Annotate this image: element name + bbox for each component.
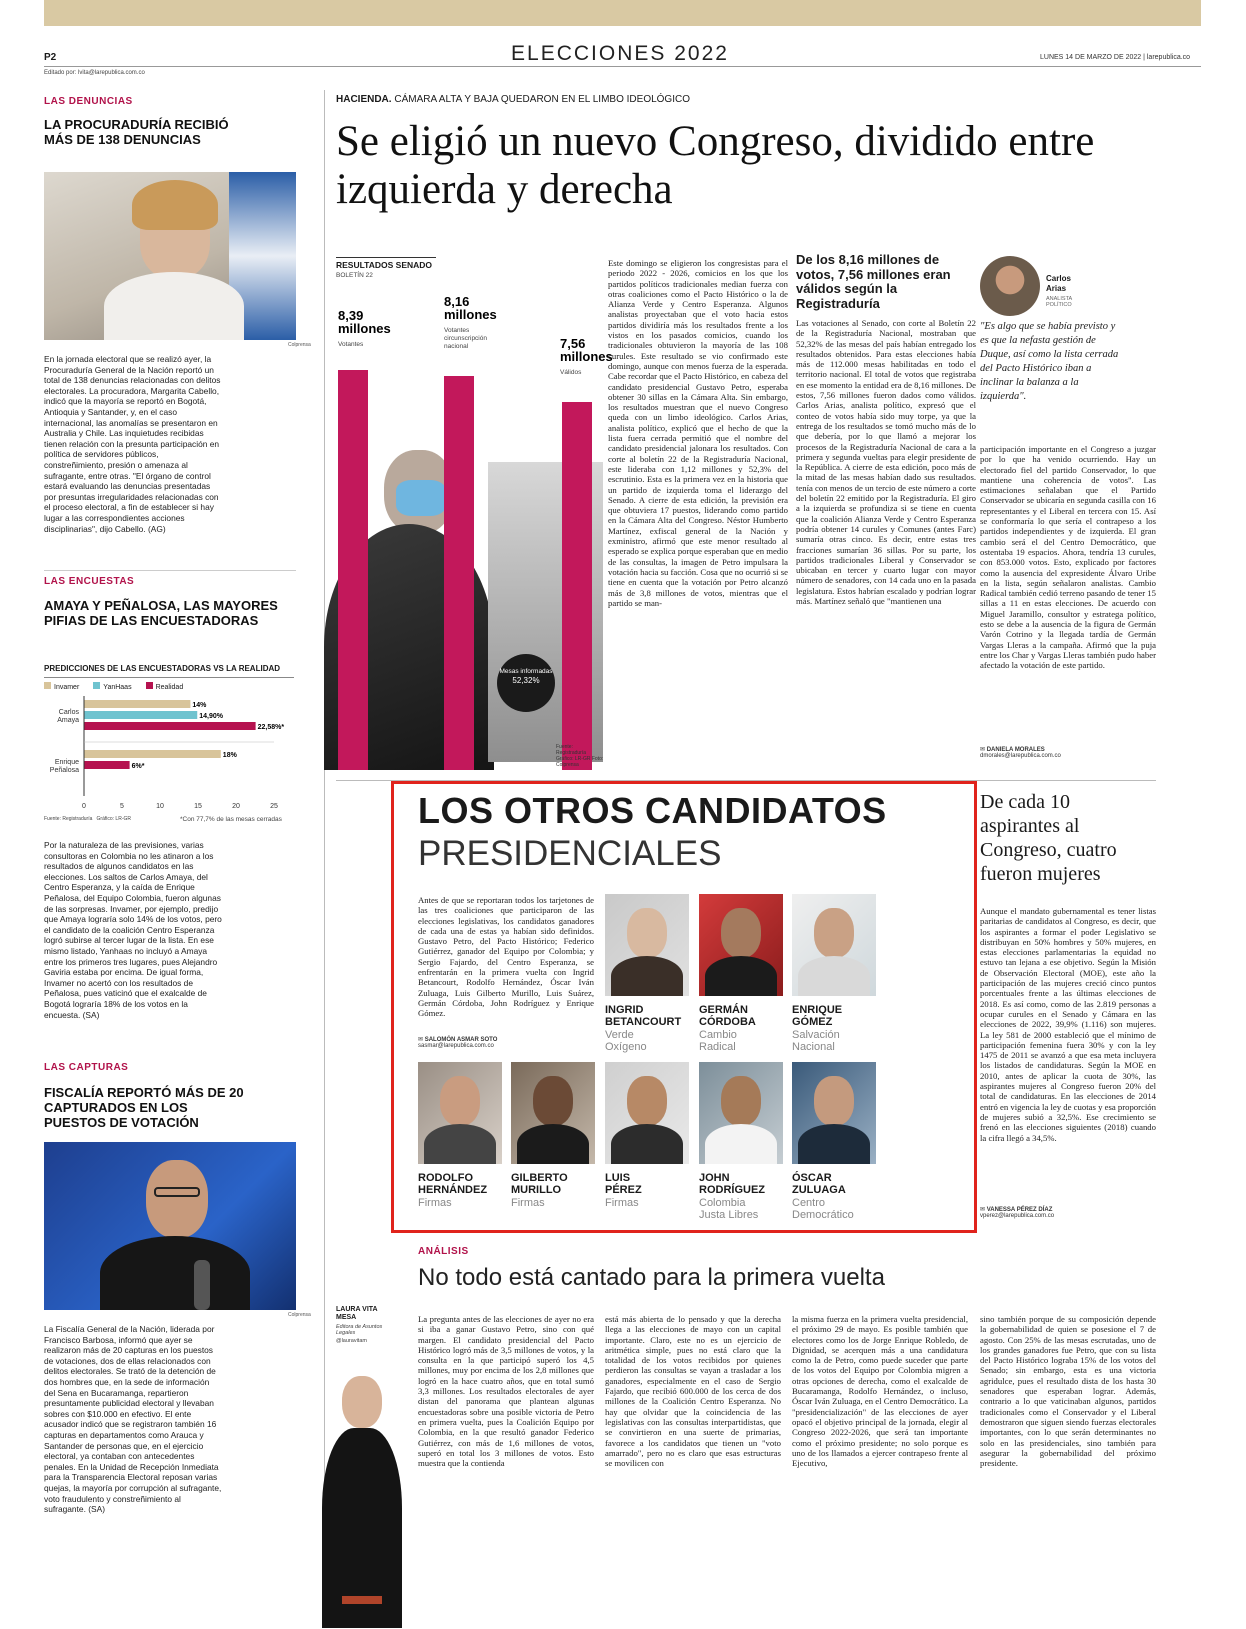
site-link[interactable]: larepublica.co (1146, 54, 1191, 61)
mujeres-headline: De cada 10 aspirantes al Congreso, cuatro fueron mujeres (980, 791, 1117, 885)
senate-value-unit: millones (444, 307, 497, 322)
senate-bar (562, 402, 592, 770)
candidate-party-line-2: Radical (699, 1041, 736, 1053)
legend-realidad: Realidad (146, 682, 184, 691)
torso-shape (705, 1124, 777, 1164)
poll-value-label: 14% (192, 702, 207, 709)
senate-chart-title: RESULTADOS SENADO (336, 260, 433, 270)
glasses-shape (154, 1187, 200, 1197)
analisis-headline: No todo está cantado para la primera vuelta (418, 1264, 885, 1291)
torso-shape (424, 1124, 496, 1164)
face-shape (146, 1160, 208, 1238)
poll-value-label: 22,58%* (257, 724, 285, 731)
poll-tick-label: 15 (194, 803, 202, 810)
legend-yanhaas: YanHaas (93, 682, 131, 691)
denuncias-photo-credit: Colprensa (288, 342, 311, 348)
candidate-photo (792, 1062, 876, 1164)
mesas-badge-label: Mesas informadas (499, 668, 553, 675)
analisis-author-box (336, 1306, 396, 1344)
candidates-title-2: PRESIDENCIALES (418, 834, 722, 873)
analyst-role: ANALISTA POLÍTICO (1046, 296, 1072, 308)
poll-bar (84, 750, 221, 758)
candidates-title-1: LOS OTROS CANDIDATOS (418, 790, 887, 831)
poll-tick-label: 25 (270, 803, 278, 810)
candidate-photo (699, 1062, 783, 1164)
candidate-last-name: GÓMEZ (792, 1016, 833, 1028)
candidate-first-name: RODOLFO (418, 1172, 473, 1184)
capturas-body: La Fiscalía General de la Nación, liderada por Francisco Barbosa, informó que ayer se realizaron más de 20 capturas en los puestos de votaciones, dos de ellas relacionados con delitos electorales. Se trató de la detención de dos hombres que, en la sede de información del Sena en Bucaramanga, repartieron presuntamente publicidad electoral y llevaban sobres con $10.000 en efectivo. El ente acusador indicó que se registraron también 16 capturas en departamentos como Arauca y Santander de personas que, en el ejercicio electoral, ya contaban con antecedentes penales. En la Unidad de Recepción Inmediata para la Transparencia Electoral reposan varias quejas, la mayoría por corrupción al sufragante, voto fraudulento y constreñimiento al sufragante. (SA) (44, 1324, 222, 1515)
candidate-party: Centro (792, 1197, 826, 1209)
candidate-party: Salvación (792, 1029, 840, 1041)
analyst-name: Carlos Arias (1046, 274, 1071, 293)
page-number: P2 (44, 52, 57, 63)
candidate-party: Firmas (418, 1197, 452, 1209)
candidate-party-line-2: Democrático (792, 1209, 854, 1221)
jacket-shape (100, 1236, 250, 1310)
candidate-party-line-2: Oxígeno (605, 1041, 647, 1053)
main-column-2: Las votaciones al Senado, con corte al Boletín 22 de la Registraduría Nacional, mostraban que 52,32% de las mesas del país habían entregado los resultados obtenidos. Para estas elecciones había más de 112.000 mesas habilitadas en todo el territorio nacional. El total de votos que registraba en ese momento la entidad era de 8,16 millones. De estos, 7,56 millones fueron dados como válidos. Carlos Arias, analista político, expresó que el conteo de votos había sido muy torpe, ya que la entrega de los resultados se tomó mucho más de lo que debería, por lo que llamó a mejorar los procesos de la Registraduría Nacional de cara a la primera y segunda vueltas para elegir presidente de la República. A cierre de esta edición, poco más de la mitad de las mesas habían dado sus resultados. tenía con menos de un tercio de este número a corte del boletín 22 emitido por la Registraduría. El giro a la izquierda se profundiza si se tiene en cuenta que la coalición Alianza Verde y Centro Esperanza podría obtener 14 curules y Comunes (antes Farc) sumaría otras cinco. Es decir, entre estas tres fracciones sumarían 36 sillas. Por su parte, los partidos tradicionales Liberal y Conservador se ubicaban en tercer y cuarto lugar con mayor número de senadores, con 14 cada uno en la pasada legislatura. Estos habrían escalado y podrían lograr más. Martínez señaló que "mantienen una (796, 318, 976, 607)
section-title: ELECCIONES 2022 (511, 42, 729, 65)
analisis-author-handle: @lauravitam (336, 1338, 367, 1344)
torso-shape (517, 1124, 589, 1164)
rule (336, 257, 436, 258)
torso-shape (611, 956, 683, 996)
poll-note: *Con 77,7% de las mesas cerradas (180, 816, 282, 823)
poll-bar (84, 722, 256, 730)
mesas-badge-value: 52,32% (512, 676, 540, 685)
poll-tick-label: 5 (120, 803, 124, 810)
main-headline: Se eligió un nuevo Congreso, dividido entre izquierda y derecha (336, 118, 1095, 213)
face-shape (533, 1076, 573, 1126)
candidate-photo (511, 1062, 595, 1164)
main-byline: ✉ DANIELA MORALES dmorales@larepublica.com.co (980, 747, 1061, 759)
candidate-party: Colombia (699, 1197, 746, 1209)
candidate-card (605, 894, 689, 1054)
analisis-column-1: La pregunta antes de las elecciones de ayer no era si iba a ganar Gustavo Petro, sino con qué margen. El candidato presidencial del Pacto Histórico logró más de 3,5 millones de votos, y la consulta en la que participó superó los 4,5 millones, muy por encima de los 2,8 millones que logró en la hace cuatro años, que en total sumó 3,3 millones. Los resultados electorales de ayer distan del panorama que plantean algunas encuestadoras sobre una posible victoria de Petro en primera vuelta, pues la Coalición Equipo por Colombia, en la que resultó ganador Federico Gutiérrez, con más de 1,6 millones de votos, superó en total los 3 millones de votos. Esto muestra que la contienda (418, 1314, 594, 1469)
analisis-author-role: Editora de Asuntos Legales (336, 1324, 383, 1336)
senate-bar (338, 370, 368, 770)
candidates-body: Antes de que se reportaran todos los tarjetones de las tres coaliciones que participaron de las elecciones legislativas, los candidatos ganadores de cada una de estas ya habían sido definidos. Gustavo Petro, del Pacto Histórico; Federico Gutiérrez, ganador del Equipo por Colombia; y Sergio Fajardo, del Centro Esperanza, se enfrentarán en la primera vuelta con Ingrid Betancourt, Rodolfo Hernández, Óscar Iván Zuluaga, Luis Gilberto Murillo, Luis Suárez, Germán Córdoba, John Rodríguez y Enrique Gómez. (418, 895, 594, 1019)
poll-bar (84, 711, 197, 719)
candidate-first-name: LUIS (605, 1172, 631, 1184)
candidate-first-name: ENRIQUE (792, 1004, 843, 1016)
candidate-first-name: INGRID (605, 1004, 644, 1016)
encuestas-headline: AMAYA Y PEÑALOSA, LAS MAYORES PIFIAS DE LAS ENCUESTADORAS (44, 598, 278, 628)
senate-value-label: 8,16 (444, 294, 470, 309)
poll-tick-label: 0 (82, 803, 86, 810)
face-shape (814, 908, 854, 958)
senate-value-unit: millones (560, 349, 613, 364)
senate-value-label: 8,39 (338, 308, 364, 323)
candidate-party: Firmas (605, 1197, 639, 1209)
torso-shape (705, 956, 777, 996)
candidate-card (792, 1062, 876, 1222)
legend-invamer: Invamer (44, 682, 79, 691)
analisis-column-4: sino también porque de su composición depende la gobernabilidad de quien se posesione el 7 de agosto. Con 25% de las mesas escrutadas, uno de los grandes ganadores fue Petro, que con su lista del Pacto Histórico lograba 15% de los votos del Senado; sin embargo, esta es una victoria agridulce, pues el resultado dista de los hasta 30 senadores que esperaban lograr. Además, contrario a lo que vaticinaban algunos, partidos tradicionales como el Conservador y el Liberal demostraron que siguen siendo fuerzas electorales importantes, con lo que serán determinantes no solo en las presidenciales, sino también para asegurar la gobernabilidad del próximo presidente. (980, 1314, 1156, 1469)
candidate-party: Cambio (699, 1029, 737, 1041)
candidate-last-name: BETANCOURT (605, 1016, 682, 1028)
capturas-kicker: LAS CAPTURAS (44, 1062, 129, 1073)
candidates-byline: ✉ SALOMÓN ASMAR SOTO sasmar@larepublica.com.co (418, 1037, 498, 1049)
poll-category-label: Amaya (57, 717, 79, 724)
analisis-kicker: ANÁLISIS (418, 1246, 469, 1257)
senate-bar (444, 376, 474, 770)
poll-category-label: Peñalosa (49, 767, 79, 774)
candidate-photo (605, 894, 689, 996)
face-shape (440, 1076, 480, 1126)
poll-value-label: 14,90% (199, 713, 223, 720)
poll-bar (84, 761, 130, 769)
face-shape (721, 908, 761, 958)
legend-swatch (44, 682, 51, 689)
face-shape (627, 908, 667, 958)
procuradora-photo (44, 172, 296, 340)
main-column-1: Este domingo se eligieron los congresistas para el periodo 2022 - 2026, comicios en los que los partidos políticos tradicionales median fuerza con otras coaliciones como el Pacto Histórico o la de Alianza Verde y Centro Esperanza. Algunos analistas proyectaban que el voto hacia estos partidos dividiría más los resultados frente a los vistos en los pasados comicios, cuando los tradicionales obtuvieron la mayoría de las 108 curules. Este resultado se vio confirmado este domingo, aunque con menos fuerza de la esperada. Cabe recordar que el Pacto Histórico, en cabeza del candidato presidencial Gustavo Petro, esperaba obtener 30 sillas en la Cámara Alta. Sin embargo, los resultados muestran que el nuevo Congreso queda con un limbo ideológico. Carlos Arias, analista político, explicó que el hecho de que la lista fuera cerrada permitió que el nombre del candidato presidencial jalonara los resultados. Con corte al boletín 22 de la Registraduría Nacional, este lideraba con 1,12 millones y 52,3% del escrutinio. Esta es la primera vez en la historia que un partido de izquierda toma el liderazgo del Senado. A cierre de esta edición, la previsión era que obtuviera 17 puestos, liderando como partido en la Cámara Alta del Congreso. Néstor Humberto Martínez, exfiscal general de la Nación y exministro, afirmó que este menor resultado al esperado se explica porque esperaban que en medio de las consultas, la imagen de Petro impulsara la votación hacia su facción. Cosa que no ocurrió si se tiene en cuenta que la votación por Petro alcanzó más de 3,8 millones de votos, mientras que el partido se man- (608, 258, 788, 608)
encuestas-body: Por la naturaleza de las previsiones, varias consultoras en Colombia no les atinaron a los resultados de algunos candidatos en las elecciones. Los saltos de Carlos Amaya, del Centro Esperanza, y la caída de Enrique Peñalosa, del Equipo Colombia, fueron algunas de las sorpresas. Invamer, por ejemplo, predijo que Amaya lograría solo 14% de los votos, pero el candidato de la coalición Centro Esperanza logró subirse al tercer lugar de la lista. En ese mismo listado, Yanhaas no incluyó a Amaya entre los primeros tres lugares, pues Alejandro Gaviria estaba por encima. De igual forma, Invamer no acertó con los resultados de Peñalosa, pues vaticinó que el exalcalde de Bogotá lograría 18% de los votos en la encuesta. (SA) (44, 840, 222, 1020)
main-pull-quote: De los 8,16 millones de votos, 7,56 millones eran válidos según la Registraduría (796, 252, 951, 311)
poll-chart (44, 696, 294, 812)
candidate-first-name: JOHN (699, 1172, 730, 1184)
analisis-column-2: está más abierta de lo pensado y que la derecha llega a las elecciones de mayo con un capital importante. Claro, este no es un ejercicio de aritmética simple, pues no está claro que la totalidad de los votos recibidos por quienes perdieron las consultas se vayan a trasladar a los ganadores, especialmente en el caso de Sergio Fajardo, que recibió 600.000 de los cerca de dos millones de la Coalición Centro Esperanza. No hay que olvidar que la coincidencia de las legislativas con las consultas interpartidistas, que se convirtieron en una suerte de primarias, favorece a los candidatos que tienen un "voto amarrado", pero no es claro que esas estructuras se movilicen con (605, 1314, 781, 1469)
candidate-card (511, 1062, 595, 1222)
main-kicker: HACIENDA. CÁMARA ALTA Y BAJA QUEDARON EN EL LIMBO IDEOLÓGICO (336, 94, 690, 105)
candidate-party: Firmas (511, 1197, 545, 1209)
poll-tick-label: 20 (232, 803, 240, 810)
candidate-photo (792, 894, 876, 996)
candidate-last-name: ZULUAGA (792, 1184, 846, 1196)
candidate-party-line-2: Justa Libres (699, 1209, 759, 1221)
poll-tick-label: 10 (156, 803, 164, 810)
senate-category-label: Votantes (338, 341, 364, 348)
candidate-card (699, 1062, 783, 1222)
rule (44, 570, 296, 571)
senate-chart (336, 294, 613, 770)
fiscal-photo (44, 1142, 296, 1310)
face-shape (342, 1376, 382, 1428)
torso-shape (798, 1124, 870, 1164)
blouse-shape (104, 272, 244, 340)
torso-shape (798, 956, 870, 996)
microphone-shape (194, 1260, 210, 1310)
senate-category-label: Votantes (444, 327, 470, 334)
candidate-first-name: GILBERTO (511, 1172, 568, 1184)
legend-swatch (146, 682, 153, 689)
capturas-headline: FISCALÍA REPORTÓ MÁS DE 20 CAPTURADOS EN LOS PUESTOS DE VOTACIÓN (44, 1085, 244, 1130)
candidate-last-name: HERNÁNDEZ (418, 1184, 488, 1196)
denuncias-kicker: LAS DENUNCIAS (44, 96, 133, 107)
face-shape (814, 1076, 854, 1126)
encuestas-kicker: LAS ENCUESTAS (44, 576, 135, 587)
candidate-last-name: PÉREZ (605, 1184, 642, 1196)
senate-category-label: Válidos (560, 369, 582, 376)
torso-shape (611, 1124, 683, 1164)
mesas-badge (497, 654, 555, 712)
poll-value-label: 6%* (131, 763, 145, 770)
candidate-card (605, 1062, 689, 1222)
analyst-quote: "Es algo que se había previsto y es que la nefasta gestión de Duque, así como la lista cerrada del Pacto Histórico iban a inclinar la balanza a la izquierda". (980, 321, 1119, 402)
top-color-band (44, 0, 1201, 26)
poll-category-label: Carlos (58, 709, 79, 716)
candidate-photo (605, 1062, 689, 1164)
senate-category-label: nacional (444, 343, 469, 350)
poll-source: Fuente: Registraduría Gráfico: LR-GR (44, 816, 131, 822)
dateline: LUNES 14 DE MARZO DE 2022 | larepublica.co (1040, 54, 1191, 61)
candidate-photo (418, 1062, 502, 1164)
denuncias-body: En la jornada electoral que se realizó ayer, la Procuraduría General de la Nación reportó un total de 138 denuncias relacionadas con delitos electorales. La procuradora, Margarita Cabello, indicó que la mayoría se reportó en Bogotá, Antioquia y Santander, y, en el caso internacional, las anomalías se presentaron en Australia y Chile. Las inquietudes recibidas tienen relación con la presunta participación en política de servidores públicos, constreñimiento, presión o amenaza al sufragante, entre otras. "El órgano de control estará evaluando las denuncias presentadas por presuntas irregularidades relacionadas con el proceso electoral, a fin de establecer si hay lugar a las correspondientes acciones disciplinarias", dijo Cabello. (AG) (44, 354, 221, 534)
face-shape (721, 1076, 761, 1126)
main-column-3: participación importante en el Congreso a juzgar por lo que ha venido ocurriendo. Hay un electorado fiel del partido Conservador, lo que mantiene una coherencia de votos". Las estimaciones señalaban que el Partido Conservador se ubicaría en segunda casilla con 16 representantes y el Liberal en tercera con 15. Así se conformaría lo que sería el contrapeso a los partidos independientes y de izquierda. El gran cambio será el del Centro Democrático, que ostentaba 19 espacios. Ahora, tendría 13 curules, con 853.000 votos. Esto, explicado por factores como la ausencia del expresidente Álvaro Uribe en la lista, según señalaron analistas. Cambio Radical también cedió terreno pasando de tener 15 sillas a 11 en estas elecciones. De acuerdo con Miguel Jaramillo, consultor y estratega político, esto se debe a la ausencia de la figura de Germán Varón Cotrino y la llegada tardía de Germán Vargas Lleras a la campaña. Afirmó que la puja entre los Char y Vargas Lleras también pudo haber afectado la votación de este partido. (980, 444, 1156, 671)
belt-shape (342, 1596, 382, 1604)
rule (44, 677, 294, 678)
candidate-last-name: RODRÍGUEZ (699, 1184, 765, 1196)
face-shape (627, 1076, 667, 1126)
poll-legend (44, 682, 183, 691)
legend-swatch (93, 682, 100, 689)
denuncias-headline: LA PROCURADURÍA RECIBIÓ MÁS DE 138 DENUNCIAS (44, 117, 229, 147)
analisis-column-3: la misma fuerza en la primera vuelta presidencial, el próximo 29 de mayo. Es posible también que electores como los de Jorge Enrique Robledo, de Dignidad, se acerquen más a una candidatura como la de Petro, como puede suceder que parte de los votos del Equipo por Colombia migren a otras opciones de derecha, como el exalcalde de Bucaramanga, Rodolfo Hernández, o incluso, Óscar Iván Zuluaga, en el Centro Democrático. La "presidencialización" de las elecciones de ayer opacó el objetivo principal de la jornada, elegir al Congreso 2022-2026, que será tan importante como el próximo presidente; no solo porque es uno de los llamados a ejercer contrapeso frente al Ejecutivo, (792, 1314, 968, 1469)
editor-credit: Editado por: lvita@larepublica.com.co (44, 70, 145, 76)
header-rule (44, 66, 1201, 67)
candidate-last-name: CÓRDOBA (699, 1016, 756, 1028)
senate-chart-credit: Fuente: Registraduría Gráfico: LR-GR Foto: Colprensa (556, 744, 604, 768)
mujeres-byline: ✉ VANESSA PÉREZ DÍAZ vperez@larepublica.com.co (980, 1207, 1055, 1219)
candidate-photo (699, 894, 783, 996)
poll-bar (84, 700, 190, 708)
candidate-party: Verde (605, 1029, 634, 1041)
mujeres-body: Aunque el mandato gubernamental es tener listas paritarias de candidatos al Congreso, es decir, que los aspirantes a formar el poder Legislativo se distribuyan en 50% hombres y 50% mujeres, en estas elecciones parlamentarias la equidad no estuvo tan lejana a ese objetivo. Según la Misión de Observación Electoral (MOE), este año la participación de las mujeres creció cinco puntos porcentuales frente a las últimas elecciones de 2018. Es así como, como de las 2.819 personas a ocupar curules en el Senado y Cámara en las elecciones de 2022, 39,9% (1.116) son mujeres. La ley 581 de 2000 estableció que el mínimo de participación femenina fuera 30% y con la ley 1475 de 2011 se avanzó a que esa meta incluyera los listados de candidaturas. Según la MOE en 2010, antes de aplicar la cuota de 30%, las aspirantes mujeres al Congreso fueron 20% del total de candidaturas. En las elecciones de 2014 entró en vigencia la ley de cuotas y esa proporción de mujeres subió a 32,5%. Ese crecimiento se frenó en las elecciones siguientes (2018) cuando la cifra llegó a 34,5%. (980, 906, 1156, 1143)
analisis-author: LAURA VITA MESA (336, 1306, 378, 1321)
candidate-card (699, 894, 783, 1054)
senate-chart-subtitle: BOLETÍN 22 (336, 272, 373, 279)
carlos-arias-avatar (980, 256, 1040, 316)
candidate-first-name: GERMÁN (699, 1004, 748, 1016)
laura-vita-photo (316, 1366, 406, 1629)
candidate-card (418, 1062, 502, 1222)
hair-shape (132, 180, 218, 230)
senate-category-label: circunscripción (444, 335, 487, 342)
poll-value-label: 18% (222, 752, 237, 759)
poll-chart-title: PREDICCIONES DE LAS ENCUESTADORAS VS LA REALIDAD (44, 664, 281, 673)
poll-category-label: Enrique (54, 759, 79, 766)
candidate-last-name: MURILLO (511, 1184, 562, 1196)
capturas-photo-credit: Colprensa (288, 1312, 311, 1318)
senate-value-label: 7,56 (560, 336, 586, 351)
candidate-party-line-2: Nacional (792, 1041, 835, 1053)
senate-value-unit: millones (338, 321, 391, 336)
candidate-first-name: ÓSCAR (792, 1172, 832, 1184)
candidate-card (792, 894, 876, 1054)
